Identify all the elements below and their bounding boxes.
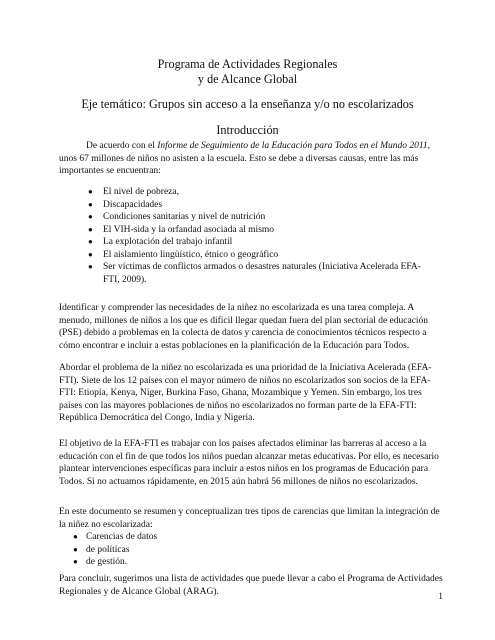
bullet-icon: ● bbox=[88, 249, 93, 259]
list-item: ● de políticas bbox=[73, 544, 130, 555]
list-item: ● Carencias de datos bbox=[73, 532, 158, 542]
intro-before-ref: De acuerdo con el bbox=[86, 141, 158, 151]
paragraph-summary: En este documento se resumen y conceptualizan tres tipos de carencias que limitan la integración de la niñez no escolarizada: bbox=[59, 507, 440, 530]
theme-heading: Eje temático: Grupos sin acceso a la enseñanza y/o no escolarizados bbox=[81, 97, 414, 111]
list-item: ● Discapacidades bbox=[88, 199, 163, 210]
report-reference: Informe de Seguimiento de la Educación para Todos en el Mundo 2011 bbox=[157, 141, 428, 151]
causes-list bbox=[0, 186, 495, 286]
list-item: ● Ser víctimas de conflictos armados o desastres naturales (Iniciativa Acelerada EFA-FTI, 2009). bbox=[88, 262, 421, 285]
list-item: ● El VIH-sida y la orfandad asociada al mismo bbox=[88, 224, 275, 235]
bullet-icon: ● bbox=[88, 237, 93, 246]
intro-paragraph bbox=[59, 140, 444, 178]
bullet-icon: ● bbox=[73, 532, 78, 541]
bullet-icon: ● bbox=[88, 262, 93, 271]
bullet-icon: ● bbox=[88, 187, 93, 196]
list-item: ● El nivel de pobreza, bbox=[88, 187, 179, 197]
program-title-line1: Programa de Actividades Regionales bbox=[157, 57, 338, 71]
paragraph-conclusion: Para concluir, sugerimos una lista de actividades que puede llevar a cabo el Programa de Actividades Regionales y de Alcance Global (ARAG). bbox=[59, 574, 443, 597]
list-item: ● La explotación del trabajo infantil bbox=[88, 237, 233, 247]
bullet-icon: ● bbox=[88, 224, 93, 234]
list-item: ● El aislamiento lingüístico, étnico o geográfico bbox=[88, 249, 279, 260]
paragraph-objective: El objetivo de la EFA-FTI es trabajar con los países afectados eliminar las barreras al acceso a la educación con el fin de que todos los niños puedan alcanzar metas educativas. Por ello, es necesario plantear intervenciones específicas para incluir a estos niños en los programas de Educación para Todos. Si no actuamos rápidamente, en 2015 aún habrá 56 millones de niños no escolarizados. bbox=[59, 439, 439, 487]
bullet-icon: ● bbox=[73, 544, 78, 554]
bullet-icon: ● bbox=[73, 557, 78, 566]
list-item: ● Condiciones sanitarias y nivel de nutrición bbox=[88, 212, 266, 222]
section-heading: Introducción bbox=[216, 123, 279, 137]
intro-after-ref: , unos 67 millones de niños no asisten a la escuela. Esto se debe a diversas causas, entre las más importantes se encuentran: bbox=[59, 141, 431, 176]
program-title-line2: y de Alcance Global bbox=[197, 72, 298, 86]
bullet-icon: ● bbox=[88, 199, 93, 209]
gaps-list bbox=[0, 531, 495, 569]
paragraph-complexity: Identificar y comprender las necesidades de la niñez no escolarizada es una tarea compleja. A menudo, millones de niños a los que es difícil llegar quedan fuera del plan sectorial de educación (PSE) debido a problemas en la colecta de datos y carencia de conocimientos técnicos respecto a cómo encontrar e incluir a estas poblaciones en la planificación de la Educación para Todos. bbox=[59, 303, 429, 351]
paragraph-priority: Abordar el problema de la niñez no escolarizada es una prioridad de la Iniciativa Acelerada (EFA-FTI). Siete de los 12 países con el mayor número de niños no escolarizados son socios de la EFA-FTI: Etiopía, Kenya, Niger, Burkina Faso, Ghana, Mozambique y Yemen. Sin embargo, los tres países con las mayores poblaciones de niños no escolarizados no forman parte de la EFA-FTI: República Democrática del Congo, India y Nigeria. bbox=[59, 363, 432, 423]
list-item: ● de gestión. bbox=[73, 557, 128, 567]
page-number: 1 bbox=[438, 592, 443, 602]
bullet-icon: ● bbox=[88, 212, 93, 221]
